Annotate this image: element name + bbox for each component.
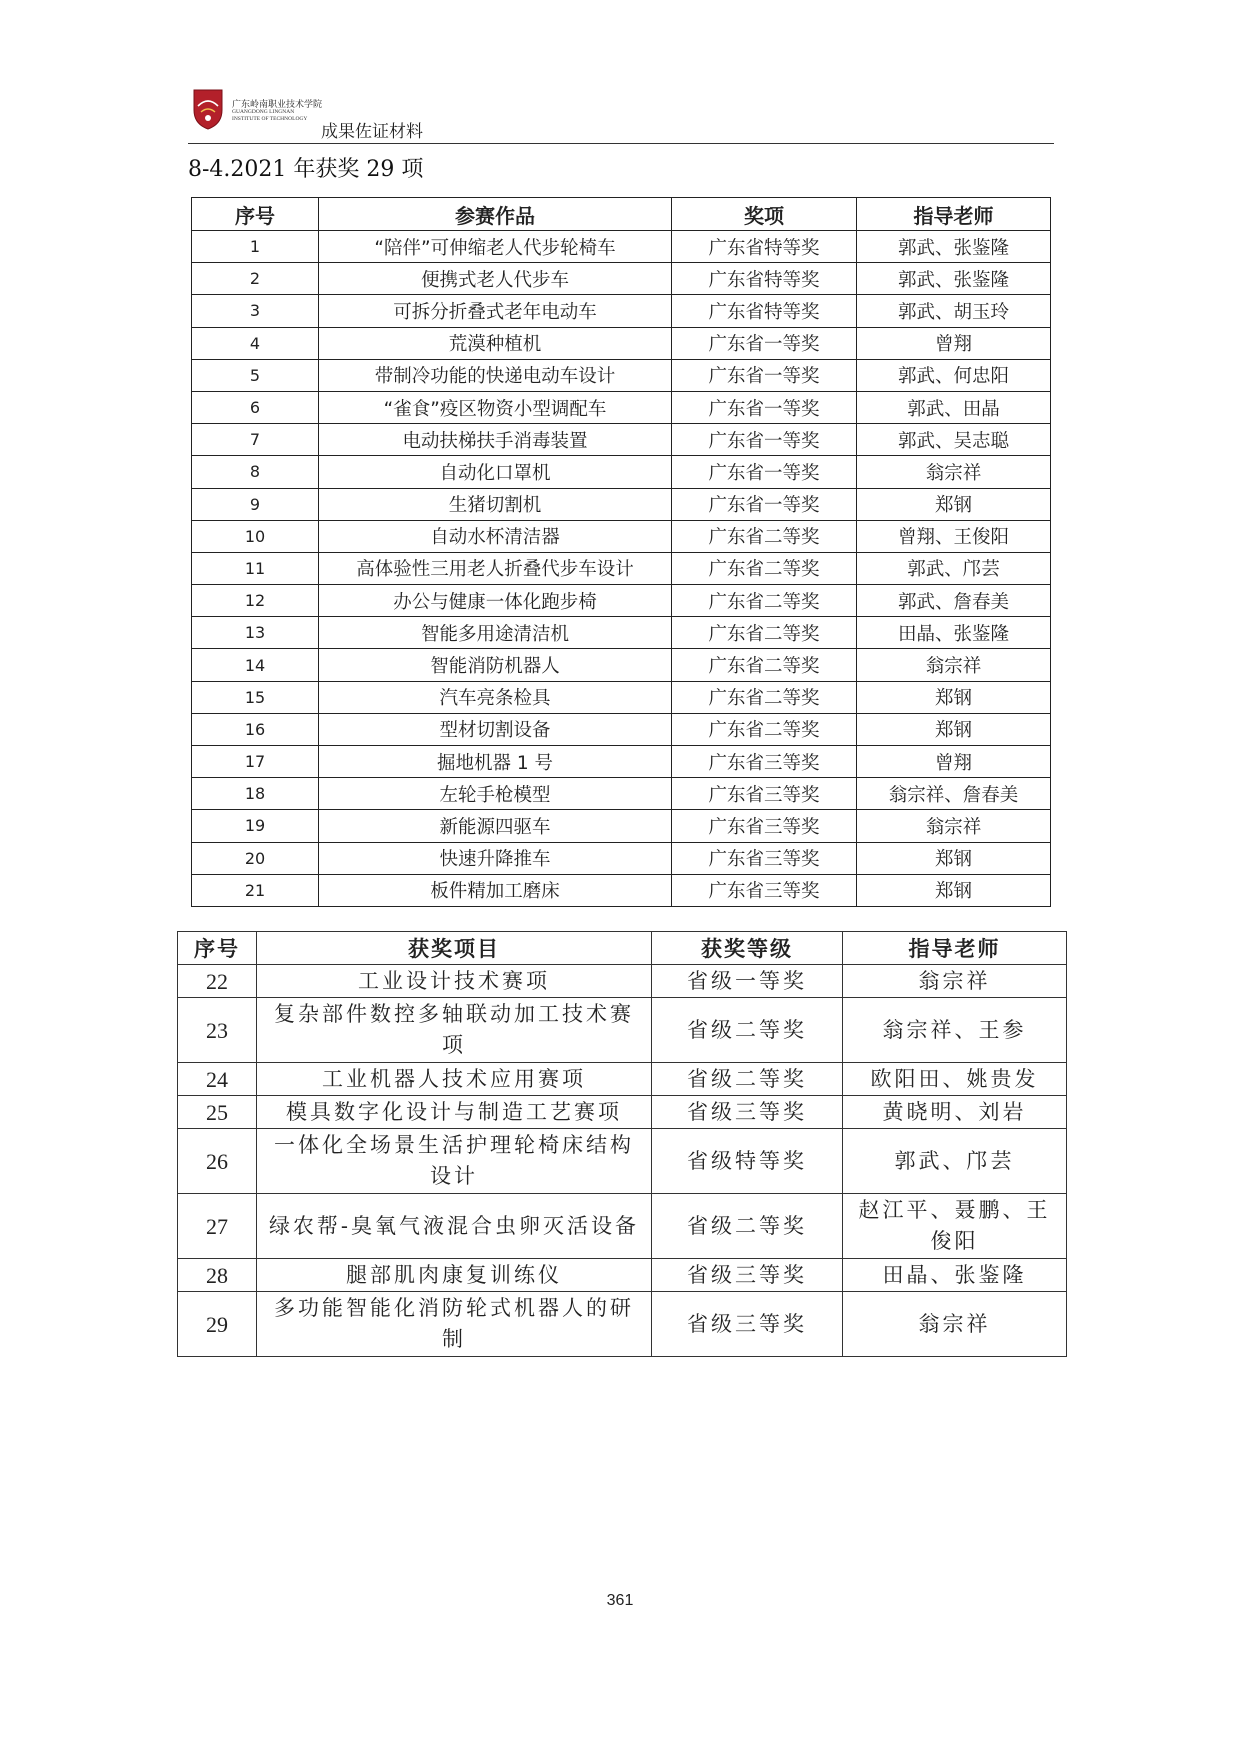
- cell-advisor: 赵江平、聂鹏、王俊阳: [843, 1194, 1067, 1259]
- cell-index: 14: [192, 649, 319, 681]
- cell-advisor: 郑钢: [857, 874, 1051, 906]
- cell-index: 12: [192, 585, 319, 617]
- cell-entry: 左轮手枪模型: [319, 778, 672, 810]
- institution-name-en: [232, 109, 307, 122]
- cell-entry: 新能源四驱车: [319, 810, 672, 842]
- table-row: [178, 1194, 1067, 1259]
- cell-project: 腿部肌肉康复训练仪: [257, 1259, 652, 1292]
- cell-award: 广东省二等奖: [672, 681, 857, 713]
- cell-index: 29: [178, 1292, 257, 1357]
- college-logo-icon: [192, 88, 224, 130]
- cell-entry: 智能消防机器人: [319, 649, 672, 681]
- awards-table-1: [191, 197, 1051, 907]
- table-row: [192, 231, 1051, 263]
- table-row: [192, 681, 1051, 713]
- cell-award: 广东省特等奖: [672, 295, 857, 327]
- cell-entry: 办公与健康一体化跑步椅: [319, 585, 672, 617]
- cell-advisor: 郑钢: [857, 488, 1051, 520]
- table-row: [192, 874, 1051, 906]
- cell-advisor: 曾翔、王俊阳: [857, 520, 1051, 552]
- table-row: [192, 713, 1051, 745]
- cell-index: 19: [192, 810, 319, 842]
- table-row: [192, 327, 1051, 359]
- header-entry: 参赛作品: [319, 198, 672, 231]
- cell-entry: 汽车亮条检具: [319, 681, 672, 713]
- cell-index: 23: [178, 998, 257, 1063]
- cell-index: 10: [192, 520, 319, 552]
- table-row: [178, 1259, 1067, 1292]
- cell-award: 广东省三等奖: [672, 842, 857, 874]
- institution-name-en-line2: INSTITUTE OF TECHNOLOGY: [232, 115, 308, 122]
- cell-award: 广东省一等奖: [672, 424, 857, 456]
- cell-index: 7: [192, 424, 319, 456]
- header-award-level: 获奖等级: [652, 932, 843, 965]
- cell-advisor: 田晶、张鉴隆: [843, 1259, 1067, 1292]
- cell-index: 20: [192, 842, 319, 874]
- cell-index: 24: [178, 1063, 257, 1096]
- cell-index: 2: [192, 263, 319, 295]
- cell-award-level: 省级三等奖: [652, 1096, 843, 1129]
- cell-index: 18: [192, 778, 319, 810]
- cell-award: 广东省特等奖: [672, 231, 857, 263]
- cell-advisor: 曾翔: [857, 746, 1051, 778]
- cell-award: 广东省二等奖: [672, 617, 857, 649]
- cell-advisor: 欧阳田、姚贵发: [843, 1063, 1067, 1096]
- cell-entry: “雀食”疫区物资小型调配车: [319, 391, 672, 423]
- table-header-row: [192, 198, 1051, 231]
- cell-award: 广东省三等奖: [672, 746, 857, 778]
- cell-award: 广东省二等奖: [672, 585, 857, 617]
- table-row: [178, 1292, 1067, 1357]
- table-row: [192, 391, 1051, 423]
- cell-index: 22: [178, 965, 257, 998]
- institution-name-cn: 广东岭南职业技术学院: [232, 100, 323, 110]
- cell-advisor: 翁宗祥: [843, 1292, 1067, 1357]
- table-row: [192, 520, 1051, 552]
- header-advisor: 指导老师: [843, 932, 1067, 965]
- cell-award: 广东省一等奖: [672, 327, 857, 359]
- document-label: 成果佐证材料: [321, 122, 423, 142]
- cell-project: 多功能智能化消防轮式机器人的研制: [257, 1292, 652, 1357]
- cell-project: 模具数字化设计与制造工艺赛项: [257, 1096, 652, 1129]
- institution-name-en-line1: GUANGDONG LINGNAN: [232, 109, 295, 115]
- cell-entry: 快速升降推车: [319, 842, 672, 874]
- cell-index: 3: [192, 295, 319, 327]
- cell-award-level: 省级二等奖: [652, 1194, 843, 1259]
- cell-entry: 自动水杯清洁器: [319, 520, 672, 552]
- cell-award-level: 省级特等奖: [652, 1129, 843, 1194]
- cell-advisor: 黄晓明、刘岩: [843, 1096, 1067, 1129]
- cell-advisor: 郭武、田晶: [857, 391, 1051, 423]
- table-row: [178, 1063, 1067, 1096]
- header-index: 序号: [178, 932, 257, 965]
- cell-advisor: 翁宗祥、王参: [843, 998, 1067, 1063]
- header-project: 获奖项目: [257, 932, 652, 965]
- cell-index: 27: [178, 1194, 257, 1259]
- cell-entry: 型材切割设备: [319, 713, 672, 745]
- page-number: 361: [606, 1592, 634, 1609]
- cell-index: 11: [192, 552, 319, 584]
- cell-advisor: 田晶、张鉴隆: [857, 617, 1051, 649]
- cell-entry: 板件精加工磨床: [319, 874, 672, 906]
- table-row: [192, 649, 1051, 681]
- cell-advisor: 郑钢: [857, 713, 1051, 745]
- awards-table-2: [177, 931, 1067, 1357]
- cell-index: 6: [192, 391, 319, 423]
- header-index: 序号: [192, 198, 319, 231]
- cell-award: 广东省三等奖: [672, 778, 857, 810]
- cell-award: 广东省一等奖: [672, 488, 857, 520]
- cell-award-level: 省级三等奖: [652, 1292, 843, 1357]
- cell-index: 8: [192, 456, 319, 488]
- header-divider: [188, 143, 1054, 144]
- cell-entry: 掘地机器 1 号: [319, 746, 672, 778]
- cell-entry: 生猪切割机: [319, 488, 672, 520]
- table-row: [192, 488, 1051, 520]
- cell-award: 广东省三等奖: [672, 810, 857, 842]
- cell-index: 15: [192, 681, 319, 713]
- cell-advisor: 翁宗祥: [857, 810, 1051, 842]
- cell-index: 17: [192, 746, 319, 778]
- cell-index: 21: [192, 874, 319, 906]
- section-title: 8-4.2021 年获奖 29 项: [188, 157, 424, 182]
- awards-table-1-body: [192, 231, 1051, 907]
- cell-advisor: 翁宗祥: [857, 456, 1051, 488]
- cell-entry: 高体验性三用老人折叠代步车设计: [319, 552, 672, 584]
- cell-award-level: 省级一等奖: [652, 965, 843, 998]
- cell-index: 1: [192, 231, 319, 263]
- table-row: [178, 965, 1067, 998]
- cell-index: 4: [192, 327, 319, 359]
- cell-index: 25: [178, 1096, 257, 1129]
- cell-index: 26: [178, 1129, 257, 1194]
- cell-entry: 便携式老人代步车: [319, 263, 672, 295]
- cell-project: 复杂部件数控多轴联动加工技术赛项: [257, 998, 652, 1063]
- cell-advisor: 郭武、邝芸: [843, 1129, 1067, 1194]
- cell-advisor: 曾翔: [857, 327, 1051, 359]
- cell-index: 28: [178, 1259, 257, 1292]
- table-row: [192, 617, 1051, 649]
- cell-award: 广东省二等奖: [672, 552, 857, 584]
- cell-advisor: 郭武、胡玉玲: [857, 295, 1051, 327]
- table-row: [192, 585, 1051, 617]
- cell-advisor: 郑钢: [857, 681, 1051, 713]
- cell-advisor: 郭武、张鉴隆: [857, 231, 1051, 263]
- cell-award: 广东省一等奖: [672, 456, 857, 488]
- table-row: [178, 1096, 1067, 1129]
- awards-table-2-body: [178, 965, 1067, 1357]
- cell-award-level: 省级二等奖: [652, 1063, 843, 1096]
- cell-entry: 荒漠种植机: [319, 327, 672, 359]
- table-row: [192, 424, 1051, 456]
- cell-advisor: 翁宗祥: [857, 649, 1051, 681]
- table-row: [178, 1129, 1067, 1194]
- cell-project: 工业设计技术赛项: [257, 965, 652, 998]
- cell-award: 广东省二等奖: [672, 649, 857, 681]
- table-row: [192, 746, 1051, 778]
- cell-award: 广东省二等奖: [672, 713, 857, 745]
- cell-entry: 电动扶梯扶手消毒装置: [319, 424, 672, 456]
- table-row: [192, 810, 1051, 842]
- cell-entry: 智能多用途清洁机: [319, 617, 672, 649]
- header-advisor: 指导老师: [857, 198, 1051, 231]
- header-award: 奖项: [672, 198, 857, 231]
- table-row: [192, 842, 1051, 874]
- cell-index: 13: [192, 617, 319, 649]
- cell-advisor: 郭武、张鉴隆: [857, 263, 1051, 295]
- table-row: [178, 998, 1067, 1063]
- cell-advisor: 郭武、何忠阳: [857, 359, 1051, 391]
- cell-award-level: 省级二等奖: [652, 998, 843, 1063]
- table-header-row: [178, 932, 1067, 965]
- cell-advisor: 郭武、詹春美: [857, 585, 1051, 617]
- table-row: [192, 456, 1051, 488]
- cell-award: 广东省三等奖: [672, 874, 857, 906]
- cell-index: 9: [192, 488, 319, 520]
- cell-advisor: 郭武、吴志聪: [857, 424, 1051, 456]
- table-row: [192, 359, 1051, 391]
- cell-award: 广东省特等奖: [672, 263, 857, 295]
- cell-award: 广东省一等奖: [672, 359, 857, 391]
- cell-advisor: 翁宗祥、詹春美: [857, 778, 1051, 810]
- cell-project: 工业机器人技术应用赛项: [257, 1063, 652, 1096]
- cell-advisor: 翁宗祥: [843, 965, 1067, 998]
- cell-project: 一体化全场景生活护理轮椅床结构设计: [257, 1129, 652, 1194]
- cell-entry: 带制冷功能的快递电动车设计: [319, 359, 672, 391]
- cell-award: 广东省一等奖: [672, 391, 857, 423]
- cell-advisor: 郑钢: [857, 842, 1051, 874]
- cell-index: 5: [192, 359, 319, 391]
- table-row: [192, 295, 1051, 327]
- cell-entry: 自动化口罩机: [319, 456, 672, 488]
- cell-award: 广东省二等奖: [672, 520, 857, 552]
- cell-index: 16: [192, 713, 319, 745]
- table-row: [192, 778, 1051, 810]
- cell-entry: “陪伴”可伸缩老人代步轮椅车: [319, 231, 672, 263]
- cell-project: 绿农帮-臭氧气液混合虫卵灭活设备: [257, 1194, 652, 1259]
- table-row: [192, 552, 1051, 584]
- cell-award-level: 省级三等奖: [652, 1259, 843, 1292]
- cell-advisor: 郭武、邝芸: [857, 552, 1051, 584]
- cell-entry: 可拆分折叠式老年电动车: [319, 295, 672, 327]
- table-row: [192, 263, 1051, 295]
